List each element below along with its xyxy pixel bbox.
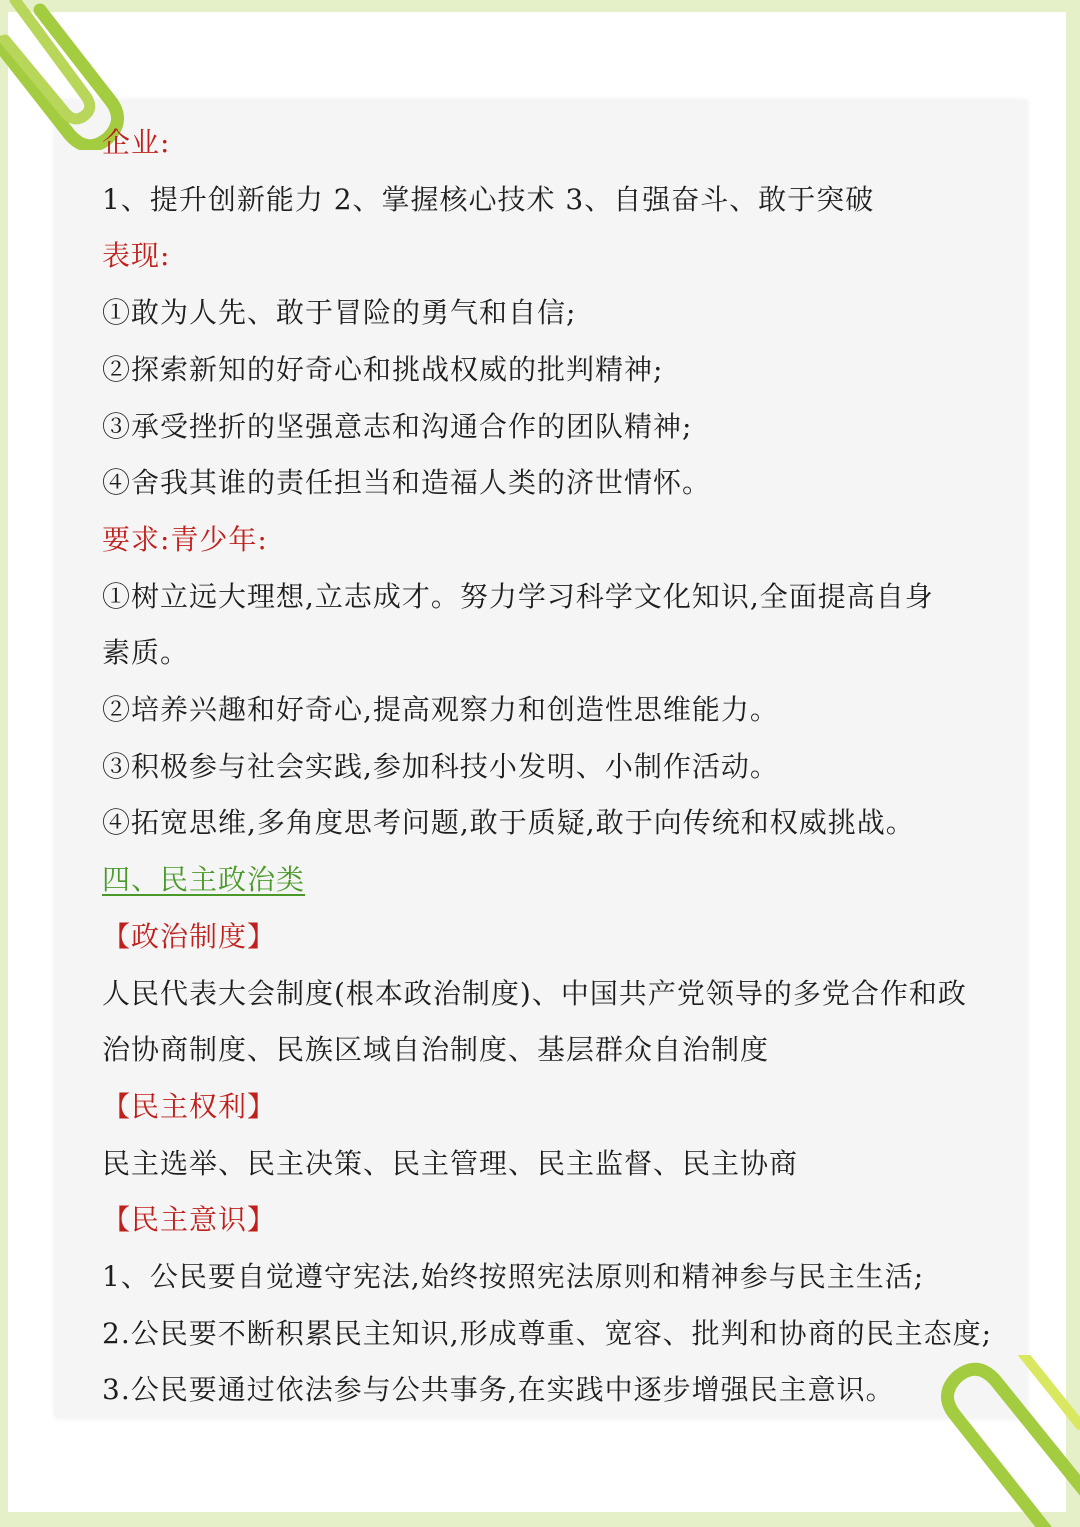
democratic-rights-heading: 【民主权利】 [102,1089,277,1123]
democratic-awareness-item: 3.公民要通过依法参与公共事务,在实践中逐步增强民主意识。 [102,1373,895,1407]
requirements-heading: 要求:青少年: [102,522,268,556]
democratic-rights-line: 民主选举、民主决策、民主管理、民主监督、民主协商 [102,1146,799,1180]
political-system-line: 人民代表大会制度(根本政治制度)、中国共产党领导的多党合作和政 [102,976,967,1010]
political-system-heading: 【政治制度】 [102,919,277,953]
performance-item: ②探索新知的好奇心和挑战权威的批判精神; [102,352,664,386]
performance-item: ④舍我其谁的责任担当和造福人类的济世情怀。 [102,466,712,500]
democratic-awareness-heading: 【民主意识】 [102,1203,277,1237]
requirement-item: ②培养兴趣和好奇心,提高观察力和创造性思维能力。 [102,693,779,727]
democratic-awareness-item: 1、公民要自觉遵守宪法,始终按照宪法原则和精神参与民主生活; [102,1260,925,1294]
performance-item: ①敢为人先、敢于冒险的勇气和自信; [102,296,577,330]
requirement-item-cont: 素质。 [102,636,190,670]
performance-heading: 表现: [102,239,171,273]
requirement-item: ①树立远大理想,立志成才。努力学习科学文化知识,全面提高自身 [102,579,934,613]
requirement-item: ③积极参与社会实践,参加科技小发明、小制作活动。 [102,749,779,783]
requirement-item: ④拓宽思维,多角度思考问题,敢于质疑,敢于向传统和权威挑战。 [102,806,915,840]
enterprise-line: 1、提升创新能力 2、掌握核心技术 3、自强奋斗、敢于突破 [102,182,875,216]
political-system-line: 治协商制度、民族区域自治制度、基层群众自治制度 [102,1033,770,1067]
enterprise-heading: 企业: [102,126,171,159]
document-content [102,115,1002,1419]
section-title: 四、民主政治类 [102,863,306,897]
performance-item: ③承受挫折的坚强意志和沟通合作的团队精神; [102,409,693,443]
democratic-awareness-item: 2.公民要不断积累民主知识,形成尊重、宽容、批判和协商的民主态度; [102,1316,993,1350]
